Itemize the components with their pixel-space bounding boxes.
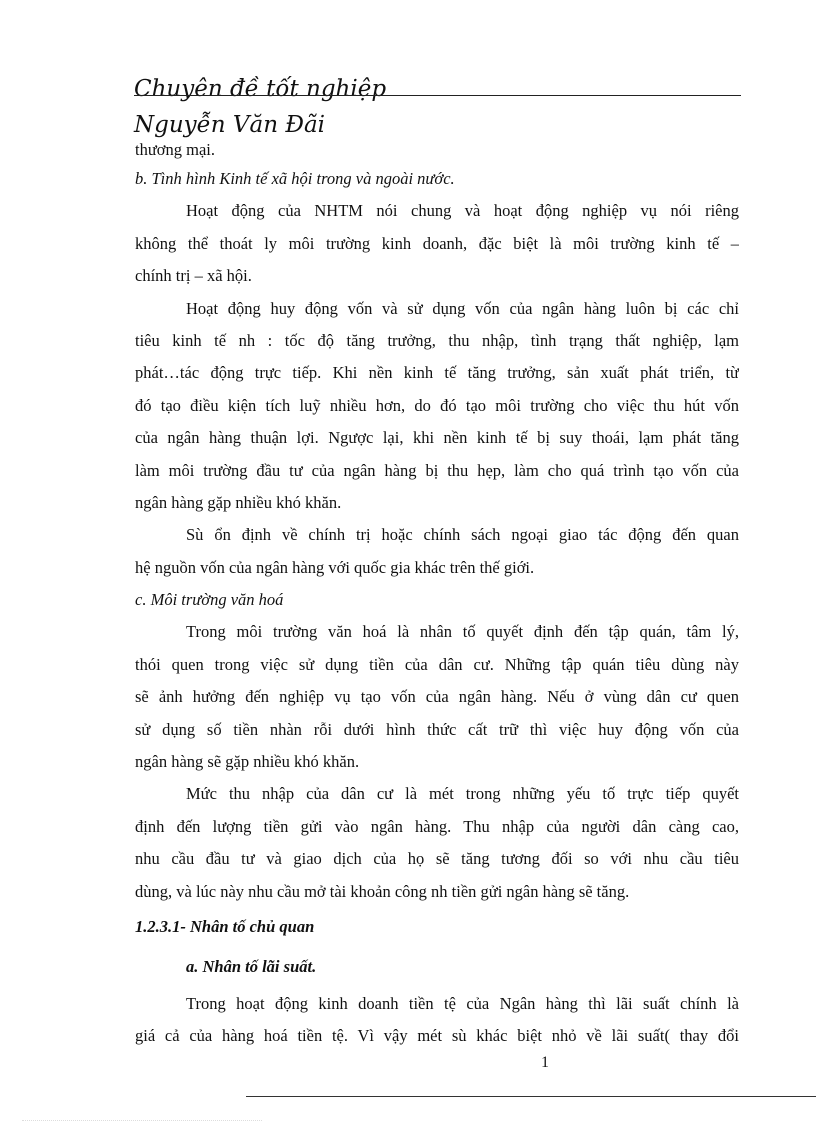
subsection-heading: b. Tình hình Kinh tế xã hội trong và ngoài nước. [135, 169, 455, 188]
paragraph-line: phát…tác động trực tiếp. Khi nền kinh tế tăng trưởng, sản xuất phát triển, từ [135, 363, 739, 383]
paragraph-line: ngân hàng gặp nhiều khó khăn. [135, 492, 342, 512]
page-number: 1 [541, 1054, 549, 1071]
paragraph-line: thói quen trong việc sử dụng tiền của dân cư. Những tập quán tiêu dùng này [135, 654, 739, 674]
paragraph-line: nhu cầu đầu tư và giao dịch của họ sẽ tăng tương đối so với nhu cầu tiêu [135, 849, 739, 869]
document-title: Chuyên đề tốt nghiệp [134, 76, 387, 102]
subsection-heading: c. Môi trường văn hoá [135, 590, 284, 610]
footer-dotted-line [22, 1120, 262, 1121]
paragraph-line: Trong môi trường văn hoá là nhân tố quyết định đến tập quán, tâm lý, [186, 622, 739, 642]
section-heading: 1.2.3.1- Nhân tố chủ quan [135, 916, 315, 936]
paragraph-line: chính trị – xã hội. [135, 266, 252, 286]
paragraph-line: tiêu kinh tế nh : tốc độ tăng trưởng, thu nhập, tình trạng thất nghiệp, lạm [135, 330, 739, 350]
paragraph-line: ngân hàng sẽ gặp nhiều khó khăn. [135, 752, 360, 772]
paragraph-line: giá cả của hàng hoá tiền tệ. Vì vậy mét sù khác biệt nhỏ về lãi suất( thay đổi [135, 1026, 739, 1046]
paragraph-line: dùng, và lúc này nhu cầu mở tài khoản công nh tiền gửi ngân hàng sẽ tăng. [135, 881, 630, 901]
paragraph-line: không thể thoát ly môi trường kinh doanh, đặc biệt là môi trường kinh tế – [135, 233, 739, 253]
paragraph-line: làm môi trường đầu tư của ngân hàng bị thu hẹp, làm cho quá trình tạo vốn của [135, 460, 739, 480]
paragraph-line: sử dụng số tiền nhàn rỗi dưới hình thức cất trữ thì việc huy động vốn của [135, 719, 739, 739]
subsection-heading: a. Nhân tố lãi suất. [186, 956, 317, 976]
paragraph-line: định đến lượng tiền gửi vào ngân hàng. Thu nhập của người dân càng cao, [135, 816, 739, 836]
paragraph-line: đó tạo điều kiện tích luỹ nhiều hơn, do đó tạo môi trường cho việc thu hút vốn [135, 395, 739, 415]
paragraph-line: Hoạt động của NHTM nói chung và hoạt động nghiệp vụ nói riêng [186, 201, 739, 221]
page-body [135, 137, 739, 1053]
paragraph-line: Mức thu nhập của dân cư là mét trong những yếu tố trực tiếp quyết [186, 784, 739, 804]
paragraph-line: hệ nguồn vốn của ngân hàng với quốc gia khác trên thế giới. [135, 557, 535, 577]
paragraph-line: Hoạt động huy động vốn và sử dụng vốn của ngân hàng luôn bị các chỉ [186, 298, 739, 318]
header-divider [134, 95, 741, 96]
paragraph-line: sẽ ảnh hưởng đến nghiệp vụ tạo vốn của ngân hàng. Nếu ở vùng dân cư quen [135, 687, 739, 707]
author-name: Nguyễn Văn Đãi [134, 112, 326, 138]
footer-divider [246, 1096, 816, 1097]
paragraph-line: Sù ổn định về chính trị hoặc chính sách ngoại giao tác động đến quan [186, 525, 739, 545]
paragraph-line: của ngân hàng thuận lợi. Ngược lại, khi nền kinh tế bị suy thoái, lạm phát tăng [135, 428, 739, 448]
paragraph-line: Trong hoạt động kinh doanh tiền tệ của Ngân hàng thì lãi suất chính là [186, 993, 739, 1013]
paragraph-line: thương mại. [135, 140, 215, 159]
